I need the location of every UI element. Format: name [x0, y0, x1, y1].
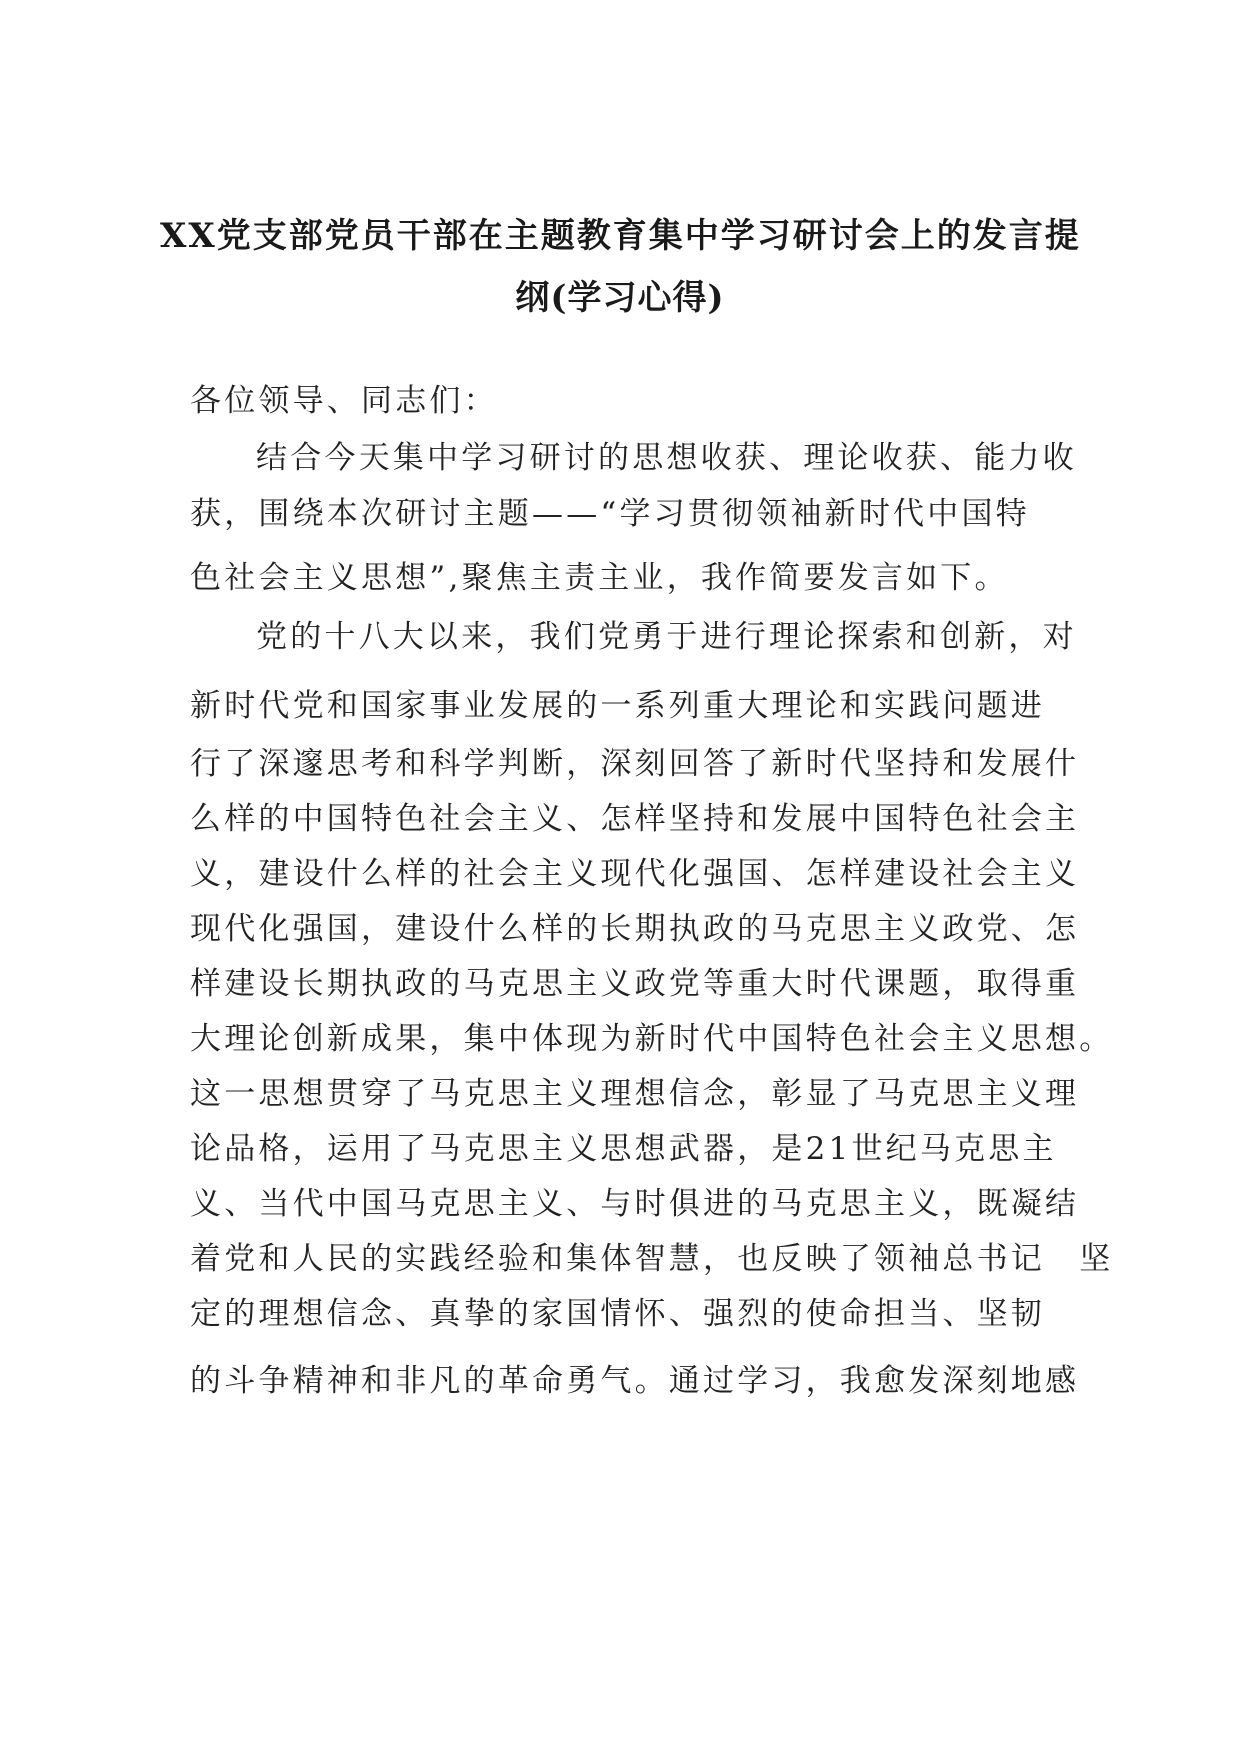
paragraph-line: 大理论创新成果，集中体现为新时代中国特色社会主义思想。	[190, 1021, 1114, 1057]
paragraph-line: 现代化强国，建设什么样的长期执政的马克思主义政党、怎	[190, 911, 1080, 947]
paragraph-line: 新时代党和国家事业发展的一系列重大理论和实践问题进	[190, 688, 1045, 724]
paragraph-line: 么样的中国特色社会主义、怎样坚持和发展中国特色社会主	[190, 801, 1080, 837]
paragraph-line: 义、当代中国马克思主义、与时俱进的马克思主义，既凝结	[190, 1186, 1080, 1222]
paragraph-line: 样建设长期执政的马克思主义政党等重大时代课题，取得重	[190, 966, 1080, 1002]
paragraph-line: 获，围绕本次研讨主题——“学习贯彻领袖新时代中国特	[190, 496, 1030, 532]
document-title-line-1: XX党支部党员干部在主题教育集中学习研讨会上的发言提	[160, 216, 1081, 256]
paragraph-line: 行了深邃思考和科学判断，深刻回答了新时代坚持和发展什	[190, 746, 1080, 782]
paragraph-line: 的斗争精神和非凡的革命勇气。通过学习，我愈发深刻地感	[190, 1363, 1080, 1399]
document-title-line-2: 纲(学习心得)	[515, 278, 725, 318]
paragraph-line: 着党和人民的实践经验和集体智慧，也反映了领袖总书记 坚	[190, 1241, 1114, 1277]
paragraph-line: 结合今天集中学习研讨的思想收获、理论收获、能力收	[256, 440, 1077, 476]
paragraph-line: 这一思想贯穿了马克思主义理想信念，彰显了马克思主义理	[190, 1076, 1080, 1112]
paragraph-line: 定的理想信念、真挚的家国情怀、强烈的使命担当、坚韧	[190, 1296, 1045, 1332]
paragraph-line: 党的十八大以来，我们党勇于进行理论探索和创新，对	[256, 619, 1077, 655]
paragraph-line: 色社会主义思想”,聚焦主责主业，我作简要发言如下。	[190, 560, 1009, 596]
paragraph-line: 义，建设什么样的社会主义现代化强国、怎样建设社会主义	[190, 856, 1080, 892]
paragraph-line: 论品格，运用了马克思主义思想武器，是21世纪马克思主	[190, 1131, 1057, 1167]
greeting: 各位领导、同志们：	[190, 383, 498, 419]
